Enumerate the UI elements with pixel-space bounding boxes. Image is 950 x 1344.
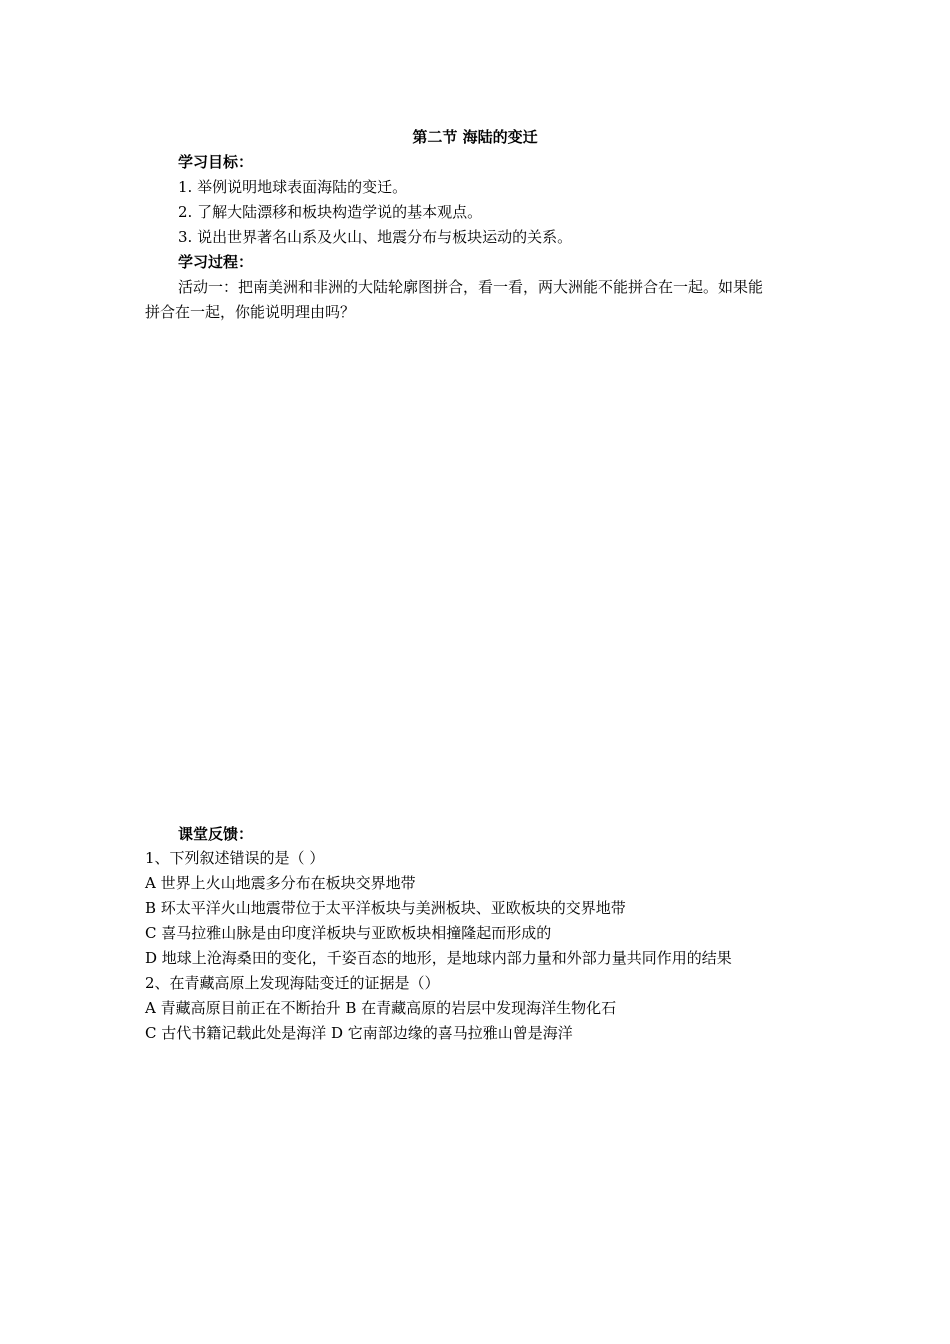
question-option: C 喜马拉雅山脉是由印度洋板块与亚欧板块相撞隆起而形成的: [145, 924, 552, 942]
question-option: A 世界上火山地震多分布在板块交界地带: [145, 874, 416, 892]
goals-heading: 学习目标：: [178, 153, 254, 171]
goal-item: 3. 说出世界著名山系及火山、地震分布与板块运动的关系。: [178, 228, 573, 246]
activity-text: 活动一：把南美洲和非洲的大陆轮廓图拼合，看一看，两大洲能不能拼合在一起。如果能: [178, 278, 764, 296]
question-option: D 地球上沧海桑田的变化，千姿百态的地形，是地球内部力量和外部力量共同作用的结果: [145, 949, 732, 967]
question-option: B 环太平洋火山地震带位于太平洋板块与美洲板块、亚欧板块的交界地带: [145, 899, 626, 917]
question-stem: 1、下列叙述错误的是（ ）: [145, 849, 325, 867]
question-options-row: A 青藏高原目前正在不断抬升 B 在青藏高原的岩层中发现海洋生物化石: [145, 999, 617, 1017]
goal-item: 2. 了解大陆漂移和板块构造学说的基本观点。: [178, 203, 483, 221]
process-heading: 学习过程：: [178, 253, 254, 271]
question-stem: 2、在青藏高原上发现海陆变迁的证据是（）: [145, 974, 440, 992]
feedback-heading: 课堂反馈：: [178, 825, 254, 843]
activity-text-continued: 拼合在一起，你能说明理由吗？: [145, 303, 356, 321]
question-options-row: C 古代书籍记载此处是海洋 D 它南部边缘的喜马拉雅山曾是海洋: [145, 1024, 573, 1042]
goal-item: 1. 举例说明地球表面海陆的变迁。: [178, 178, 408, 196]
page-title: 第二节 海陆的变迁: [412, 128, 538, 146]
